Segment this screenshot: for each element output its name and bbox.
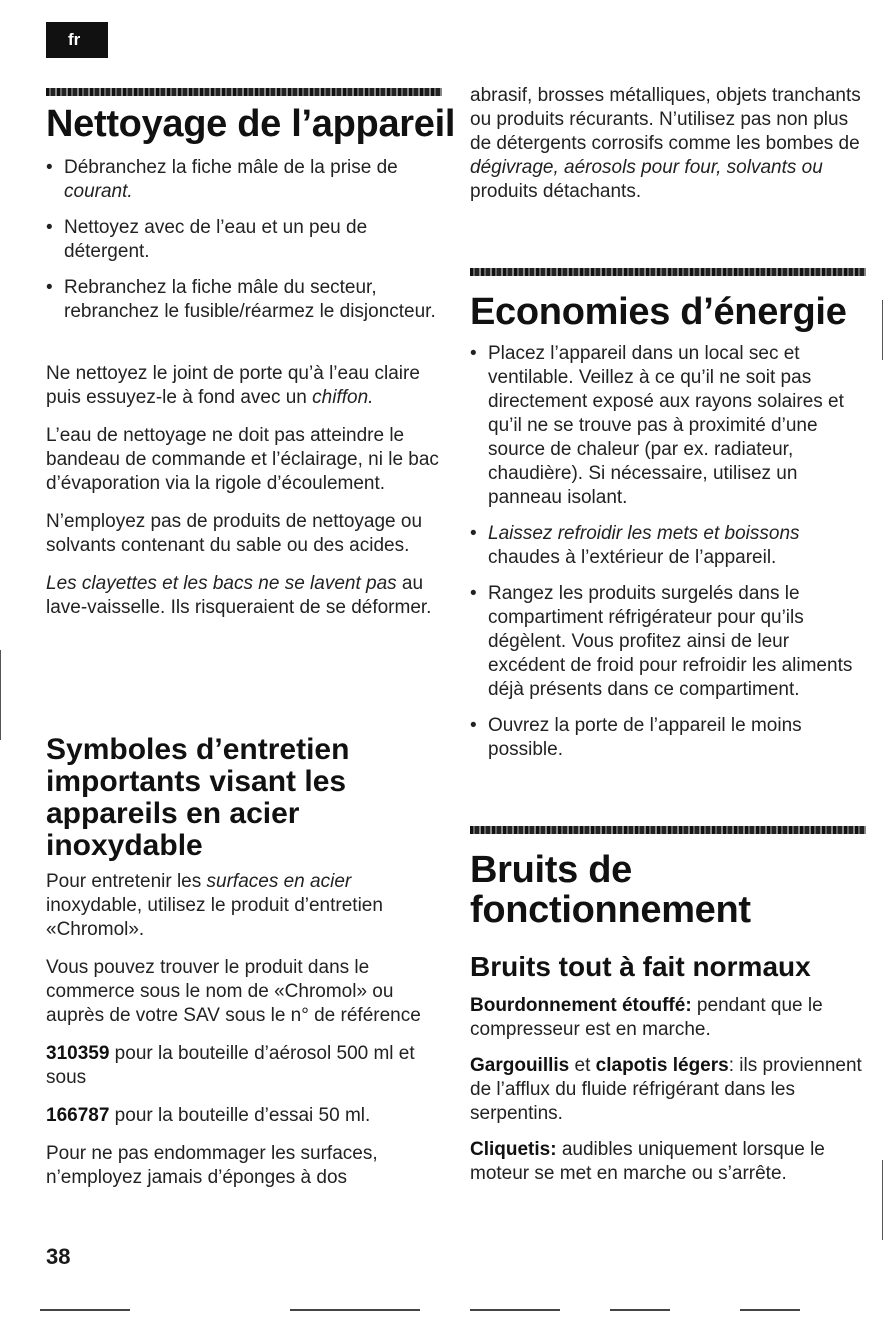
- page-number: 38: [46, 1244, 71, 1269]
- bottom-rule: [610, 1309, 670, 1311]
- noises-title: Bruits de fonctionnement: [470, 849, 751, 931]
- paragraph: Pour entretenir les surfaces en acier inoxydable, utilisez le produit d’entretien «Chromol».: [46, 871, 383, 940]
- section-rule: [470, 826, 866, 834]
- paragraph: Les clayettes et les bacs ne se lavent pas au lave-vaisselle. Ils risqueraient de se déformer.: [46, 573, 432, 618]
- bullet-icon: •: [46, 157, 53, 178]
- noises-subtitle: Bruits tout à fait normaux: [470, 951, 811, 982]
- symbols-title: Symboles d’entretien importants visant les appareils en acier inoxydable: [46, 733, 350, 862]
- cleaning-text: [46, 362, 442, 620]
- edge-mark: [882, 1160, 883, 1240]
- paragraph: Cliquetis: audibles uniquement lorsque le moteur se met en marche ou s’arrête.: [470, 1139, 825, 1184]
- bottom-rule: [740, 1309, 800, 1311]
- paragraph: Bourdonnement étouffé: pendant que le compresseur est en marche.: [470, 995, 823, 1040]
- noises-text: [470, 994, 866, 1186]
- section-rule: [470, 268, 866, 276]
- edge-mark: [0, 650, 1, 740]
- paragraph: Pour ne pas endommager les surfaces, n’employez jamais d’éponges à dos: [46, 1143, 378, 1188]
- bottom-rule: [40, 1309, 130, 1311]
- energy-title: Economies d’énergie: [470, 291, 847, 333]
- bullet-item: • Rangez les produits surgelés dans le compartiment réfrigérateur pour qu’ils dégèlent. Vous profitez ainsi de leur excédent de froid pour refroidir les aliments déjà présents dans ce compartiment.: [470, 583, 853, 700]
- bottom-rule: [290, 1309, 420, 1311]
- bullet-icon: •: [46, 277, 53, 298]
- bullet-item: • Placez l’appareil dans un local sec et ventilable. Veillez à ce qu’il ne soit pas directement exposé aux rayons solaires et qu’il ne se trouve pas à proximité d’une source de chaleur (par ex. radiateur, chaudière). Si nécessaire, utilisez un panneau isolant.: [470, 343, 844, 508]
- paragraph: Ne nettoyez le joint de porte qu’à l’eau claire puis essuyez-le à fond avec un chiffon.: [46, 363, 420, 408]
- bullet-icon: •: [46, 217, 53, 238]
- section-rule: [46, 88, 442, 96]
- paragraph: Vous pouvez trouver le produit dans le commerce sous le nom de «Chromol» ou auprès de votre SAV sous le n° de référence: [46, 957, 421, 1026]
- bullet-icon: •: [470, 343, 477, 364]
- paragraph: L’eau de nettoyage ne doit pas atteindre le bandeau de commande et l’éclairage, ni le bac d’évaporation via la rigole d’écoulement.: [46, 425, 439, 494]
- bullet-icon: •: [470, 715, 477, 736]
- paragraph: 166787 pour la bouteille d’essai 50 ml.: [46, 1105, 371, 1126]
- bullet-item: • Rebranchez la fiche mâle du secteur, rebranchez le fusible/réarmez le disjoncteur.: [46, 277, 436, 322]
- paragraph: Gargouillis et clapotis légers: ils proviennent de l’afflux du fluide réfrigérant dans les serpentins.: [470, 1055, 862, 1124]
- paragraph: abrasif, brosses métalliques, objets tranchants ou produits récurants. N’utilisez pas non plus de détergents corrosifs comme les bombes de dégivrage, aérosols pour four, solvants ou produits détachants.: [470, 85, 861, 202]
- energy-bullets: [470, 342, 866, 762]
- cleaning-title: Nettoyage de l’appareil: [46, 103, 456, 145]
- bullet-item: • Ouvrez la porte de l’appareil le moins possible.: [470, 715, 802, 760]
- bullet-item: • Débranchez la fiche mâle de la prise de courant.: [46, 157, 398, 202]
- bottom-rule: [470, 1309, 560, 1311]
- cleaning-bullets: [46, 156, 442, 324]
- reference-code: 310359: [46, 1043, 110, 1064]
- bullet-icon: •: [470, 523, 477, 544]
- edge-mark: [882, 300, 883, 360]
- bullet-item: • Nettoyez avec de l’eau et un peu de détergent.: [46, 217, 368, 262]
- reference-code: 166787: [46, 1105, 110, 1126]
- bullet-item: • Laissez refroidir les mets et boissons chaudes à l’extérieur de l’appareil.: [470, 523, 800, 568]
- paragraph: 310359 pour la bouteille d’aérosol 500 ml et sous: [46, 1043, 415, 1088]
- bullet-icon: •: [470, 583, 477, 604]
- paragraph: N’employez pas de produits de nettoyage ou solvants contenant du sable ou des acides.: [46, 511, 423, 556]
- continued-text: [470, 84, 866, 204]
- symbols-text: [46, 870, 442, 1190]
- language-badge: fr: [46, 22, 108, 58]
